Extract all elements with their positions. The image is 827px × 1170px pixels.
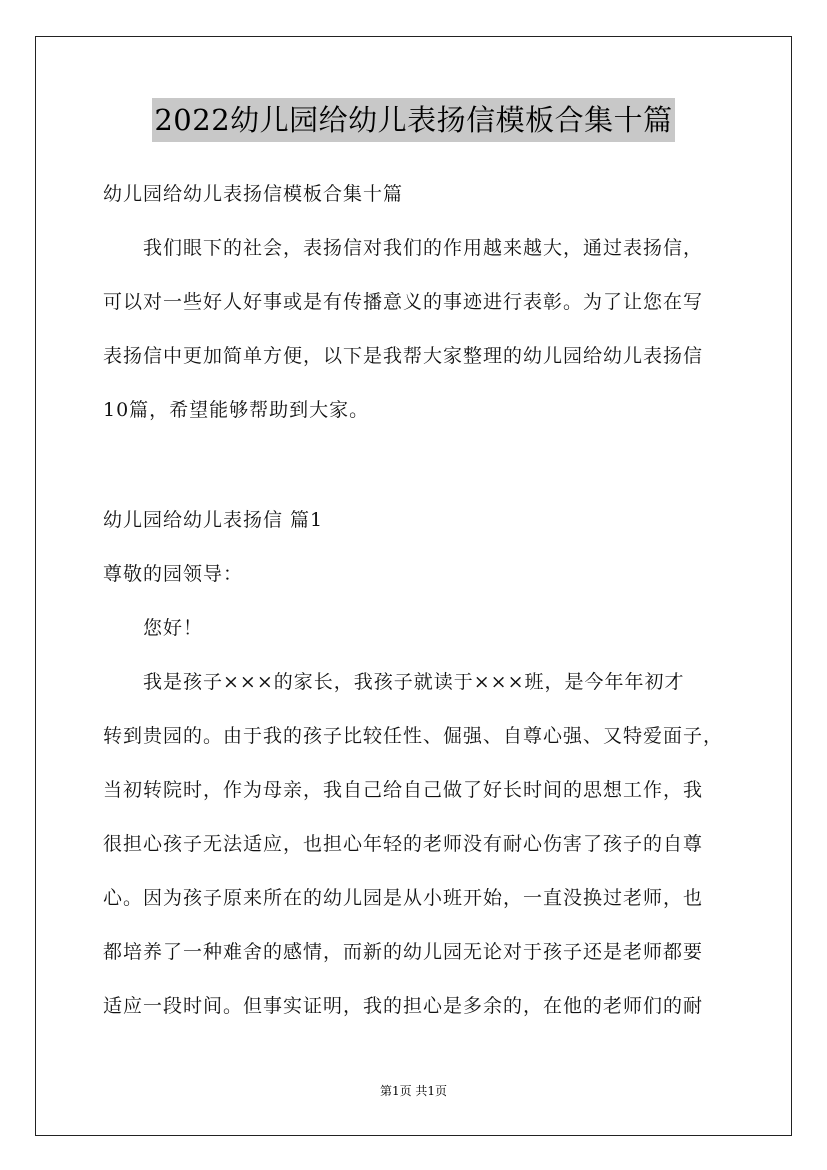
body-line: 当初转院时，作为母亲，我自己给自己做了好长时间的思想工作，我 <box>103 779 704 801</box>
page-footer: 第1页 共1页 <box>379 1084 448 1098</box>
document-subtitle: 幼儿园给幼儿表扬信模板合集十篇 <box>103 183 404 205</box>
body-line: 转到贵园的。由于我的孩子比较任性、倔强、自尊心强、又特爱面子， <box>103 725 724 747</box>
salutation: 尊敬的园领导： <box>103 563 244 585</box>
intro-line: 表扬信中更加简单方便，以下是我帮大家整理的幼儿园给幼儿表扬信 <box>103 345 704 367</box>
title-container <box>0 98 827 142</box>
section-heading: 幼儿园给幼儿表扬信 篇1 <box>103 509 324 531</box>
intro-line: 可以对一些好人好事或是有传播意义的事迹进行表彰。为了让您在写 <box>103 291 704 313</box>
body-line: 我是孩子×××的家长，我孩子就读于×××班，是今年年初才 <box>143 671 685 693</box>
body-line: 心。因为孩子原来所在的幼儿园是从小班开始，一直没换过老师，也 <box>103 887 704 909</box>
intro-line: 10篇，希望能够帮助到大家。 <box>103 399 370 421</box>
body-line: 都培养了一种难舍的感情，而新的幼儿园无论对于孩子还是老师都要 <box>103 941 704 963</box>
document-title: 2022幼儿园给幼儿表扬信模板合集十篇 <box>152 98 674 142</box>
body-line: 很担心孩子无法适应，也担心年轻的老师没有耐心伤害了孩子的自尊 <box>103 833 704 855</box>
body-line: 适应一段时间。但事实证明，我的担心是多余的，在他的老师们的耐 <box>103 995 704 1017</box>
greeting: 您好！ <box>143 617 204 639</box>
intro-line: 我们眼下的社会，表扬信对我们的作用越来越大，通过表扬信， <box>143 237 704 259</box>
